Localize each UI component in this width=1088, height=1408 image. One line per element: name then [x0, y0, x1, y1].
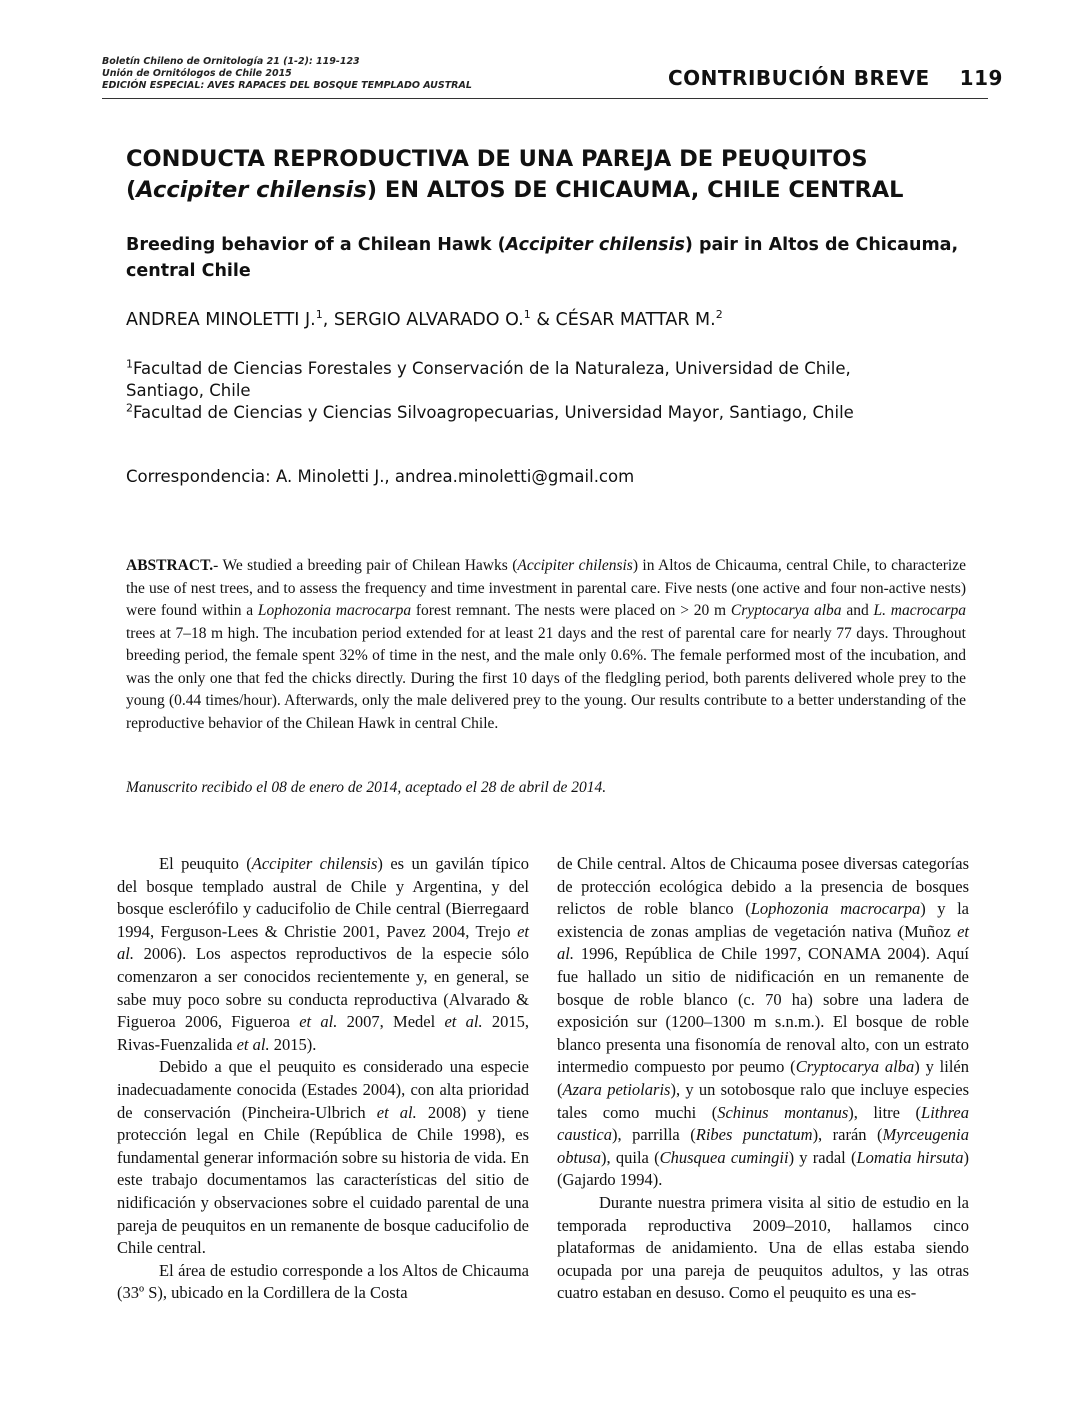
affiliation-2-text: Facultad de Ciencias y Ciencias Silvoagropecuarias, Universidad Mayor, Santiago, Chile	[133, 403, 854, 422]
species-name: Schinus montanus	[717, 1102, 849, 1122]
text: ) (Gajardo 1994).	[557, 1147, 970, 1190]
body-paragraph	[117, 1056, 529, 1259]
abstract-text: ) in Altos de Chicauma, central Chile, to characterize the use of nest trees, and to assess the frequency and time investment in parental care. Five nests (one active and four non-active nests) were found within a	[126, 557, 966, 619]
author-list	[126, 308, 723, 332]
text: 2008) y tiene protección legal en Chile (República de Chile 1998), es fundamental generar información sobre su historia de vida. En este trabajo documentamos las características del sitio de nidificación y observaciones sobre el cuidado parental de una pareja de peuquitos en un remanente de bosque caducifolio de Chile central.	[117, 1102, 529, 1258]
species-name: Accipiter chilensis	[251, 854, 378, 873]
author-2-affil: 1	[523, 308, 531, 322]
journal-publisher: Unión de Ornitólogos de Chile 2015	[102, 68, 292, 79]
abstract-text: forest remnant. The nests were placed on > 20 m	[411, 602, 731, 619]
species-name: Chusquea cumingii	[659, 1147, 789, 1167]
affiliation-1-number: 1	[126, 357, 133, 371]
header-divider	[102, 98, 988, 99]
text: de Chile central. Altos de Chicauma posee diversas categorías de protección ecológica debido a la presencia de bosques relictos de roble blanco (	[557, 854, 969, 919]
affiliation-1-cont: Santiago, Chile	[126, 381, 251, 400]
author-2: , SERGIO ALVARADO O.	[322, 310, 524, 330]
text: ), parrilla (	[612, 1125, 696, 1145]
body-paragraph: El área de estudio corresponde a los Altos de Chicauma (33º S), ubicado en la Cordillera de la Costa	[117, 1260, 529, 1303]
journal-special-edition: EDICIÓN ESPECIAL: AVES RAPACES DEL BOSQUE TEMPLADO AUSTRAL	[102, 80, 472, 91]
author-1: ANDREA MINOLETTI J.	[126, 310, 316, 330]
text: 2007, Medel	[337, 1012, 445, 1032]
et-al: et al.	[557, 921, 969, 964]
affiliation-1-text: Facultad de Ciencias Forestales y Conservación de la Naturaleza, Universidad de Chile,	[133, 359, 851, 378]
text: ), rarán (	[812, 1125, 883, 1145]
text: ), y un sotobosque ralo que incluye especies tales como muchi (	[557, 1079, 969, 1122]
text: ) y la existencia de zonas amplias de vegetación nativa (Muñoz	[557, 899, 969, 941]
species-name: Ribes punctatum	[695, 1125, 813, 1145]
affiliations	[126, 358, 986, 424]
text: ) y lilén (	[557, 1057, 969, 1099]
journal-info	[102, 56, 472, 92]
species-name: Myrceugenia obtusa	[557, 1125, 969, 1167]
author-3-affil: 2	[715, 308, 723, 322]
body-column-right	[557, 853, 969, 1305]
text: ), litre (	[848, 1102, 922, 1122]
species-name: Lophozonia macrocarpa	[750, 899, 921, 919]
et-al: et al.	[117, 921, 529, 964]
correspondence: Correspondencia: A. Minoletti J., andrea.minoletti@gmail.com	[126, 467, 635, 486]
affiliation-2-number: 2	[126, 401, 133, 415]
page-number: 119	[959, 66, 1003, 90]
et-al: et al.	[299, 1012, 338, 1032]
et-al: et al.	[376, 1102, 417, 1122]
body-paragraph: Durante nuestra primera visita al sitio de estudio en la temporada reproductiva 2009–2010, hallamos cinco plataformas de anidamiento. Una de ellas estaba siendo ocupada por una pareja de peuquitos adultos, y las otras cuatro estaban en desuso. Como el peuquito es una es-	[557, 1192, 969, 1303]
text: ) es un gavilán típico del bosque templado austral de Chile y Argentina, y del bosque esclerófilo y caducifolio de Chile central (Bierregaard 1994, Ferguson-Lees & Christie 2001, Pavez 2004, Trejo	[117, 854, 530, 941]
subtitle-b: ) pair in Altos de Chicauma, central Chile	[126, 235, 959, 281]
text: 2015, Rivas-Fuenzalida	[117, 1012, 530, 1054]
text: 2006). Los aspectos reproductivos de la especie sólo comenzaron a ser conocidos recientemente y, en general, se sabe muy poco sobre su conducta reproductiva (Alvarado & Figueroa 2006, Figueroa	[117, 944, 529, 1032]
text: ), quila (	[601, 1147, 660, 1167]
abstract-species: Lophozonia macrocarpa	[257, 602, 412, 619]
body-column-left	[117, 853, 529, 1305]
title-rest: ) EN ALTOS DE CHICAUMA, CHILE CENTRAL	[366, 177, 904, 203]
body-paragraph	[557, 853, 969, 1192]
title-species: Accipiter chilensis	[136, 177, 367, 203]
article-subtitle	[126, 232, 986, 284]
received-dates: Manuscrito recibido el 08 de enero de 2014, aceptado el 28 de abril de 2014.	[126, 779, 607, 796]
author-3: & CÉSAR MATTAR M.	[530, 310, 716, 330]
text: 2015).	[269, 1034, 317, 1054]
abstract	[126, 555, 966, 735]
title-paren: (	[126, 177, 137, 203]
abstract-text: - We studied a breeding pair of Chilean Hawks (	[213, 557, 518, 574]
body-paragraph	[117, 853, 529, 1056]
species-name: Lithrea caustica	[557, 1102, 969, 1145]
running-header	[668, 66, 1003, 90]
subtitle-species: Accipiter chilensis	[505, 235, 685, 255]
title-line-1: CONDUCTA REPRODUCTIVA DE UNA PAREJA DE PEUQUITOS	[126, 146, 868, 172]
affiliation-1	[126, 358, 986, 380]
affiliation-2	[126, 402, 986, 424]
text: El peuquito (	[159, 854, 252, 873]
abstract-species: Cryptocarya alba	[730, 602, 842, 619]
abstract-text: trees at 7–18 m high. The incubation period extended for at least 21 days and the rest of parental care for nearly 77 days. Throughout breeding period, the female spent 32% of time in the nest, and the male only 0.6%. The female performed most of the incubation, and was the only one that fed the chicks directly. During the first 10 days of the fledgling period, both parents delivered whole prey to the young (0.44 times/hour). Afterwards, only the male delivered prey to the young. Our results contribute to a better understanding of the reproductive behavior of the Chilean Hawk in central Chile.	[126, 624, 966, 732]
abstract-species: L. macrocarpa	[873, 602, 966, 619]
et-al: et al.	[444, 1012, 483, 1032]
abstract-species: Accipiter chilensis	[517, 557, 633, 574]
abstract-text: and	[841, 602, 874, 619]
subtitle-a: Breeding behavior of a Chilean Hawk (	[126, 235, 506, 255]
author-1-affil: 1	[315, 308, 323, 322]
section-label: CONTRIBUCIÓN BREVE	[668, 66, 930, 90]
species-name: Azara petiolaris	[562, 1079, 671, 1099]
article-title	[126, 144, 986, 206]
journal-citation: Boletín Chileno de Ornitología 21 (1-2): 119-123	[102, 56, 360, 67]
title-line-2	[126, 175, 986, 206]
abstract-label: ABSTRACT.	[126, 557, 214, 574]
et-al: et al.	[236, 1034, 270, 1054]
text: 1996, República de Chile 1997, CONAMA 2004). Aquí fue hallado un sitio de nidificación en un remanente de bosque de roble blanco (c. 70 ha) sobre una ladera de exposición sur (1200–1300 m s.n.m.). El bosque de roble blanco presenta una fisonomía de renoval alto, con un estrato intermedio compuesto por peumo (	[557, 944, 969, 1077]
text: ) y radal (	[788, 1147, 857, 1167]
species-name: Lomatia hirsuta	[856, 1147, 964, 1167]
species-name: Cryptocarya alba	[795, 1057, 915, 1077]
text: Debido a que el peuquito es considerado una especie inadecuadamente conocida (Estades 2004), con alta prioridad de conservación (Pincheira-Ulbrich	[117, 1057, 529, 1122]
